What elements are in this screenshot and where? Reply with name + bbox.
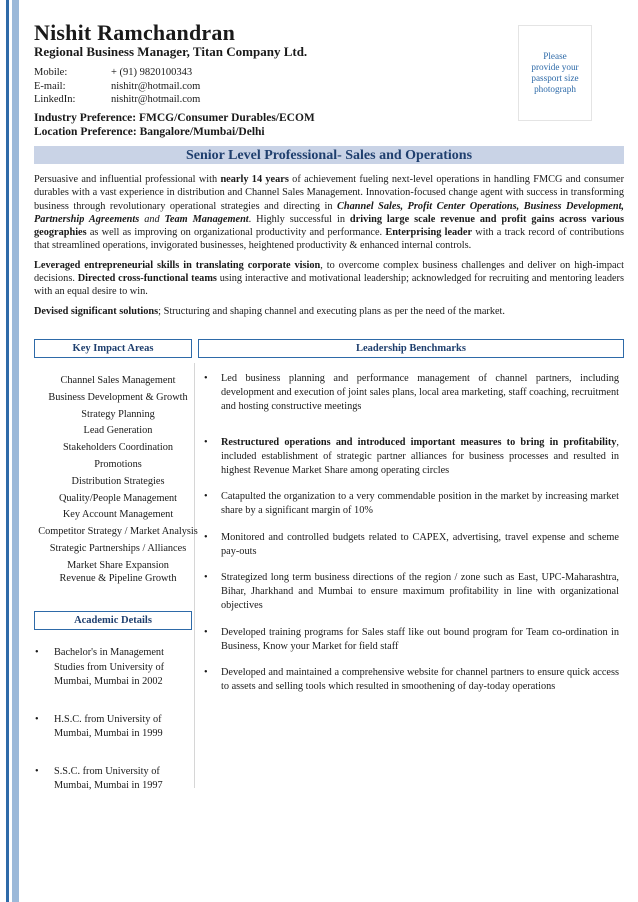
impact-area-item: Market Share Expansion — [67, 559, 169, 571]
leadership-text — [221, 437, 619, 476]
location-preference: Location Preference: Bangalore/Mumbai/Delhi — [34, 126, 265, 138]
impact-area-item: Channel Sales Management — [60, 375, 176, 386]
text-run: Persuasive and influential professional with — [34, 174, 221, 185]
leadership-item — [204, 666, 619, 694]
contact-label: E-mail: — [34, 80, 66, 92]
text-run: Developed and maintained a comprehensive website for channel partners to ensure quick access to assets and selling tools which resulted in smoothening of day-today operations — [221, 667, 619, 693]
impact-area-item: Strategy Planning — [81, 408, 155, 420]
bullet-icon: • — [204, 572, 208, 584]
academic-item — [34, 646, 194, 690]
impact-area-item: Business Development & Growth — [48, 391, 188, 403]
text-run: as well as improving on organizational productivity and performance. — [86, 227, 386, 239]
impact-area-item: Promotions — [94, 458, 142, 470]
bullet-icon: • — [204, 436, 208, 448]
text-run: ; Structuring and shaping channel and executing plans as per the need of the market. — [158, 305, 505, 317]
text-run: Enterprising leader — [385, 227, 473, 239]
preferences — [34, 111, 315, 139]
photo-text-line: provide your — [531, 62, 579, 72]
profile-summary — [34, 173, 624, 324]
leadership-text — [221, 491, 619, 516]
contact-details — [34, 66, 200, 107]
text-run: and — [139, 213, 165, 225]
contact-label: Mobile: — [34, 67, 68, 78]
contact-linkedin — [34, 93, 200, 107]
left-accent-band — [12, 0, 19, 902]
key-impact-list — [34, 375, 202, 590]
text-run: , included establishment of strategic partner alliances for business processes and resulted in highest Revenue Market Share among operating circles — [221, 436, 619, 477]
text-run: Directed cross-functional teams — [77, 273, 217, 285]
photo-placeholder — [518, 25, 592, 121]
impact-area-item: Distribution Strategies — [71, 475, 165, 487]
bullet-icon: • — [204, 667, 208, 679]
leadership-list — [204, 372, 619, 694]
bullet-icon: • — [204, 373, 208, 384]
academic-text: S.S.C. from University of Mumbai, Mumbai in 1997 — [54, 765, 163, 791]
impact-area-item: Quality/People Management — [58, 492, 178, 504]
leadership-item — [204, 571, 619, 614]
text-run: Monitored and controlled budgets related to CAPEX, advertising, travel expense and scheme pay-outs — [221, 531, 619, 557]
summary-paragraph — [34, 173, 624, 253]
leadership-item — [204, 626, 619, 654]
left-accent-bar — [6, 0, 9, 902]
contact-value: + (91) 9820100343 — [111, 67, 193, 78]
leadership-text — [221, 373, 619, 412]
photo-text-line: Please — [543, 51, 567, 61]
contact-label: LinkedIn: — [34, 94, 76, 105]
bullet-icon: • — [35, 647, 39, 658]
leadership-item — [204, 436, 619, 479]
profile-banner: Senior Level Professional- Sales and Operations — [34, 146, 624, 164]
academic-item — [34, 765, 194, 794]
key-impact-heading: Key Impact Areas — [34, 339, 192, 358]
photo-text-line: photograph — [534, 84, 576, 94]
bullet-icon: • — [204, 626, 208, 638]
current-position: Regional Business Manager, Titan Company Ltd. — [34, 44, 308, 59]
academic-heading: Academic Details — [34, 611, 192, 630]
text-run: Team Management — [164, 213, 249, 225]
summary-paragraph — [34, 305, 624, 318]
impact-area-item: Strategic Partnerships / Alliances — [49, 542, 187, 554]
leadership-text — [221, 572, 619, 611]
leadership-item — [204, 531, 619, 559]
text-run: Devised significant solutions — [34, 305, 159, 317]
academic-text: Bachelor's in Management Studies from University of Mumbai, Mumbai in 2002 — [54, 647, 165, 687]
text-run: Led business planning and performance management of channel partners, including development and execution of joint sales plans, local area marketing, staff coaching, recruitment and hosting constructive meetings — [221, 373, 619, 413]
text-run: nearly 14 years — [220, 174, 289, 185]
academic-list — [34, 646, 194, 817]
leadership-item — [204, 372, 619, 415]
contact-email — [34, 80, 200, 94]
leadership-text — [221, 532, 619, 557]
impact-area-item: Key Account Management — [62, 509, 174, 521]
contact-value: nishitr@hotmail.com — [111, 94, 201, 105]
text-run: Channel Sales, Profit Center Operations, Business Development, Partnership Agreements — [34, 200, 625, 225]
text-run: driving large scale revenue and profit gains across various geographies — [34, 213, 624, 239]
academic-item — [34, 713, 194, 742]
bullet-icon: • — [204, 491, 208, 503]
photo-text-line: passport size — [531, 73, 579, 83]
leadership-text — [221, 627, 619, 652]
text-run: with a track record of contributions that streamlined operations, invigorated businesses, heightened productivity & enhanced internal controls. — [34, 227, 624, 252]
bullet-icon: • — [35, 765, 39, 777]
leadership-text — [221, 667, 619, 692]
text-run: using interactive and motivational leadership; acknowledged for recruiting and mentoring leaders with an equal desire to win. — [34, 273, 624, 298]
text-run: Developed training programs for Sales staff like out bound program for Team co-ordination in Business, Know your Market for field staff — [221, 626, 619, 652]
text-run: Restructured operations and introduced important measures to bring in profitability — [221, 436, 617, 448]
summary-paragraph — [34, 259, 624, 299]
bullet-icon: • — [35, 713, 39, 725]
candidate-name: Nishit Ramchandran — [34, 20, 236, 45]
text-run: . Highly successful in — [248, 213, 350, 225]
impact-area-item: Competitor Strategy / Market Analysis — [38, 526, 198, 538]
contact-value: nishitr@hotmail.com — [111, 80, 201, 92]
text-run: Catapulted the organization to a very commendable position in the market by increasing market share by a significant margin of 10% — [221, 491, 619, 517]
impact-area-item: Revenue & Pipeline Growth — [59, 573, 177, 585]
bullet-icon: • — [204, 531, 208, 543]
academic-text: H.S.C. from University of Mumbai, Mumbai in 1999 — [54, 713, 163, 739]
impact-area-item: Stakeholders Coordination — [62, 442, 174, 454]
text-run: of achievement fueling next-level operations in handling FMCG and consumer durables with a vast experience in distribution and Channel Sales Management. Innovation-focused change agent with success in transforming business through revolutionary operational strategies and directing in — [34, 174, 624, 212]
impact-area-item: Lead Generation — [83, 425, 153, 437]
text-run: Strategized long term business directions of the region / zone such as East, UPC-Maharashtra, Bihar, Jharkhand and Mumbai to ensure maximum profitability in line with organizational objectives — [221, 572, 619, 612]
leadership-heading: Leadership Benchmarks — [198, 339, 624, 358]
contact-mobile — [34, 66, 200, 80]
leadership-item — [204, 490, 619, 518]
industry-preference: Industry Preference: FMCG/Consumer Durables/ECOM — [34, 112, 315, 124]
text-run: , to overcome complex business challenges and deliver on high-impact decisions. — [34, 259, 624, 285]
text-run: Leveraged entrepreneurial skills in translating corporate vision — [34, 259, 321, 271]
